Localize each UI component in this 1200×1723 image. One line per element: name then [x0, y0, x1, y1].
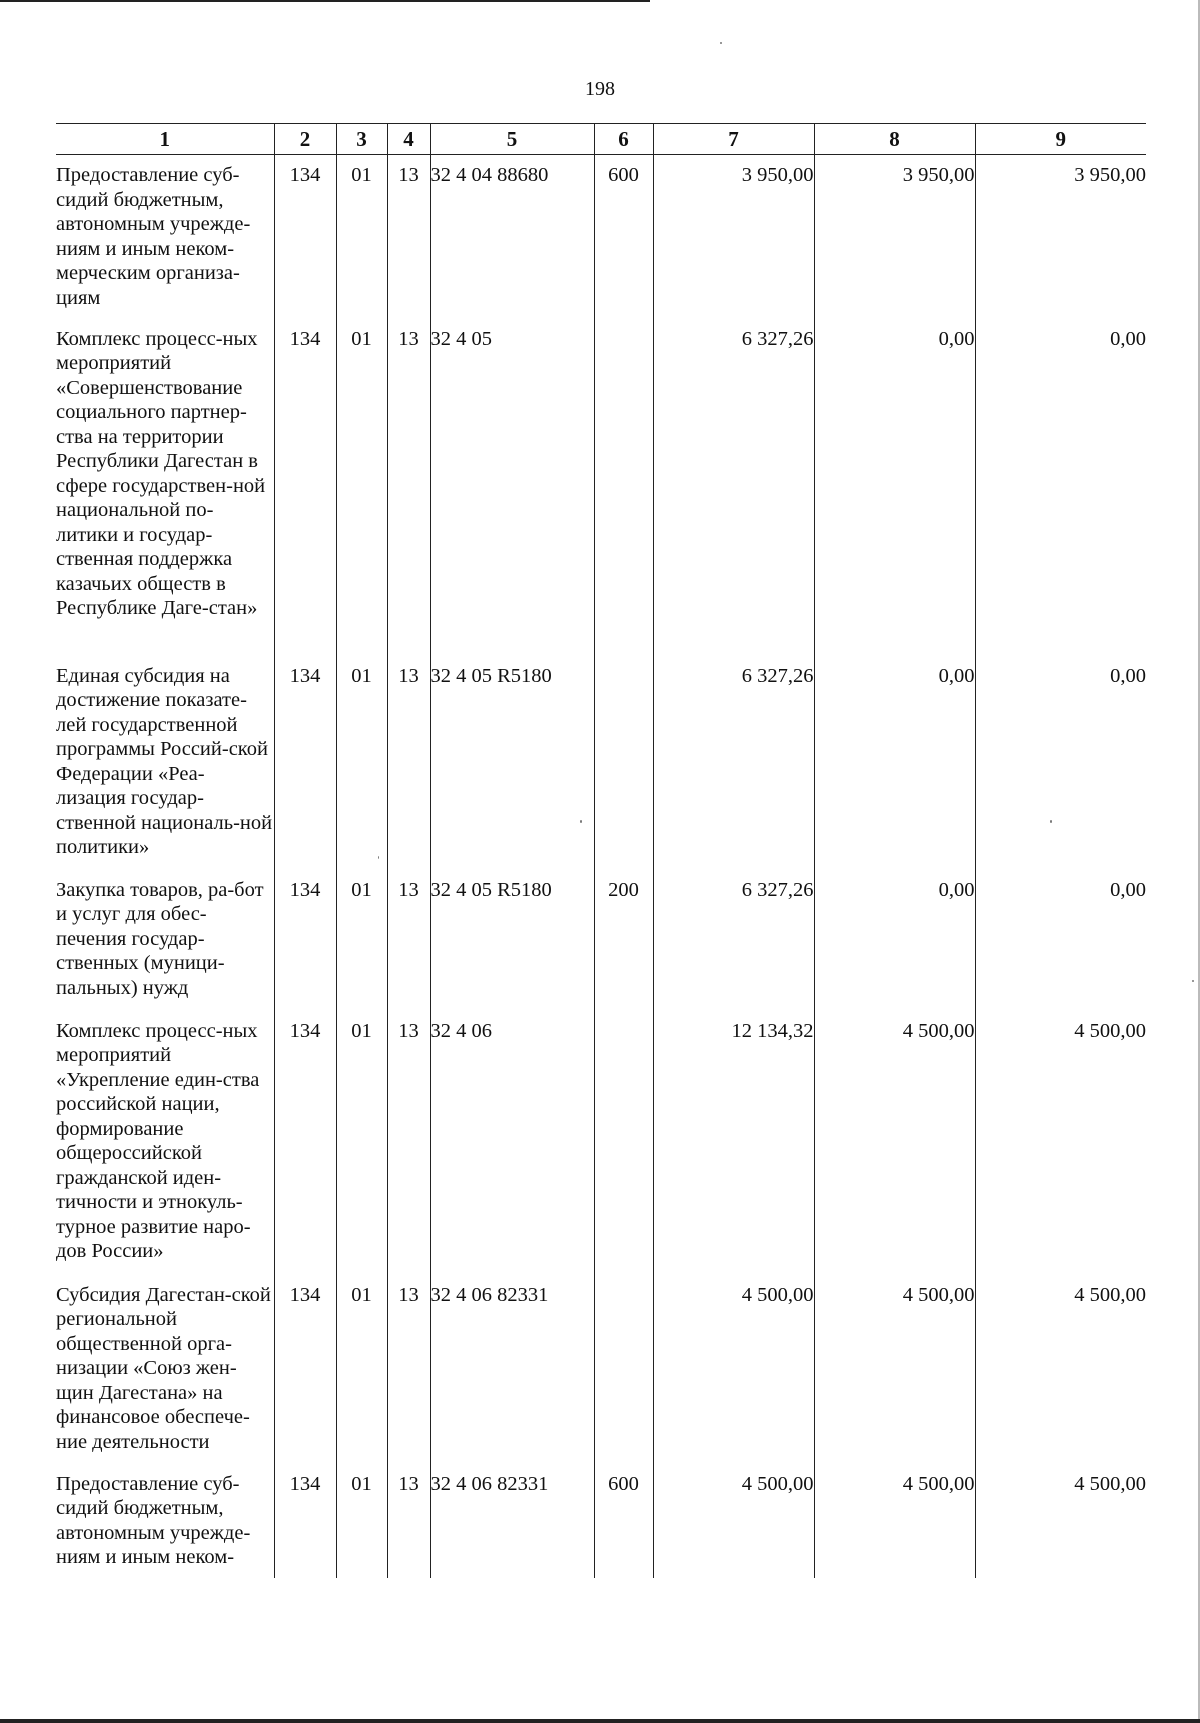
- cell-col4: 13: [387, 656, 430, 870]
- table-row: [56, 1464, 1146, 1578]
- cell-code: 32 4 06 82331: [430, 1464, 594, 1578]
- cell-col4: 13: [387, 1464, 430, 1578]
- column-header: 6: [594, 124, 653, 155]
- column-header: 1: [56, 124, 274, 155]
- cell-col8: 0,00: [814, 656, 975, 870]
- cell-col6: [594, 1275, 653, 1464]
- scan-edge-bottom: [0, 1719, 1200, 1723]
- cell-col4: 13: [387, 1011, 430, 1275]
- cell-col2: 134: [274, 155, 336, 319]
- cell-code: 32 4 04 88680: [430, 155, 594, 319]
- cell-col7: 6 327,26: [653, 870, 814, 1011]
- cell-col7: 12 134,32: [653, 1011, 814, 1275]
- scan-edge-top: [0, 0, 650, 2]
- cell-col4: 13: [387, 870, 430, 1011]
- cell-col9: 4 500,00: [975, 1275, 1146, 1464]
- cell-col2: 134: [274, 1275, 336, 1464]
- cell-col8: 0,00: [814, 870, 975, 1011]
- cell-col7: 6 327,26: [653, 656, 814, 870]
- row-name: Предоставление суб-сидий бюджетным, автономным учрежде-ниям и иным неком-мерческим организа-циям: [56, 155, 274, 319]
- table-row: [56, 870, 1146, 1011]
- table-row: [56, 1011, 1146, 1275]
- row-name: Комплекс процесс-ных мероприятий «Укрепление един-ства российской нации, формирование общероссийской гражданской иден-тичности и этнокуль-турное развитие наро-дов России»: [56, 1011, 274, 1275]
- cell-code: 32 4 05 R5180: [430, 870, 594, 1011]
- cell-code: 32 4 06 82331: [430, 1275, 594, 1464]
- cell-col9: 4 500,00: [975, 1011, 1146, 1275]
- cell-col6: 200: [594, 870, 653, 1011]
- cell-code: 32 4 06: [430, 1011, 594, 1275]
- table-row: [56, 1275, 1146, 1464]
- table-row: [56, 319, 1146, 656]
- column-header: 8: [814, 124, 975, 155]
- cell-col4: 13: [387, 1275, 430, 1464]
- cell-col7: 4 500,00: [653, 1275, 814, 1464]
- cell-col7: 6 327,26: [653, 319, 814, 656]
- cell-col6: [594, 1011, 653, 1275]
- cell-col2: 134: [274, 656, 336, 870]
- row-name-text: Предоставление суб-сидий бюджетным, автономным учрежде-ниям и иным неком-: [56, 1472, 251, 1568]
- cell-col9: 0,00: [975, 656, 1146, 870]
- cell-col3: 01: [336, 870, 387, 1011]
- cell-col2: 134: [274, 1464, 336, 1578]
- cell-col3: 01: [336, 656, 387, 870]
- column-header: 7: [653, 124, 814, 155]
- cell-col3: 01: [336, 1011, 387, 1275]
- column-header: 5: [430, 124, 594, 155]
- row-name: [56, 1464, 274, 1578]
- table-row: [56, 155, 1146, 319]
- cell-col4: 13: [387, 319, 430, 656]
- table-header-row: [56, 124, 1146, 155]
- cell-col9: 0,00: [975, 319, 1146, 656]
- row-name: Единая субсидия на достижение показате-лей государственной программы Россий-ской Федерации «Реа-лизация государ-ственной националь-ной политики»: [56, 656, 274, 870]
- cell-code: 32 4 05 R5180: [430, 656, 594, 870]
- cell-col6: [594, 319, 653, 656]
- cell-col3: 01: [336, 1464, 387, 1578]
- scan-speck: [720, 42, 722, 44]
- cell-col7: 4 500,00: [653, 1464, 814, 1578]
- scan-speck: [1192, 980, 1194, 982]
- cell-col3: 01: [336, 155, 387, 319]
- cell-col8: 4 500,00: [814, 1011, 975, 1275]
- cell-col9: 0,00: [975, 870, 1146, 1011]
- table-row: [56, 656, 1146, 870]
- page-number: 198: [585, 78, 615, 100]
- cell-col4: 13: [387, 155, 430, 319]
- cell-code: 32 4 05: [430, 319, 594, 656]
- cell-col6: [594, 656, 653, 870]
- column-header: 3: [336, 124, 387, 155]
- cell-col9: 4 500,00: [975, 1464, 1146, 1578]
- cell-col3: 01: [336, 319, 387, 656]
- row-name: Закупка товаров, ра-бот и услуг для обес-печения государ-ственных (муници-пальных) нужд: [56, 870, 274, 1011]
- cell-col3: 01: [336, 1275, 387, 1464]
- cell-col9: 3 950,00: [975, 155, 1146, 319]
- cell-col8: 4 500,00: [814, 1464, 975, 1578]
- row-name: Комплекс процесс-ных мероприятий «Совершенствование социального партнер-ства на территории Республики Дагестан в сфере государствен-ной национальной по-литики и государ-ственная поддержка казачьих обществ в Республике Даге-стан»: [56, 319, 274, 656]
- column-header: 9: [975, 124, 1146, 155]
- cell-col8: 0,00: [814, 319, 975, 656]
- column-header: 2: [274, 124, 336, 155]
- cell-col6: 600: [594, 1464, 653, 1578]
- cell-col7: 3 950,00: [653, 155, 814, 319]
- column-header: 4: [387, 124, 430, 155]
- cell-col8: 4 500,00: [814, 1275, 975, 1464]
- row-name: Субсидия Дагестан-ской региональной общественной орга-низации «Союз жен-щин Дагестана» на финансовое обеспече-ние деятельности: [56, 1275, 274, 1464]
- cell-col2: 134: [274, 870, 336, 1011]
- cell-col2: 134: [274, 319, 336, 656]
- cell-col2: 134: [274, 1011, 336, 1275]
- budget-table: [56, 123, 1146, 1578]
- cell-col8: 3 950,00: [814, 155, 975, 319]
- cell-col6: 600: [594, 155, 653, 319]
